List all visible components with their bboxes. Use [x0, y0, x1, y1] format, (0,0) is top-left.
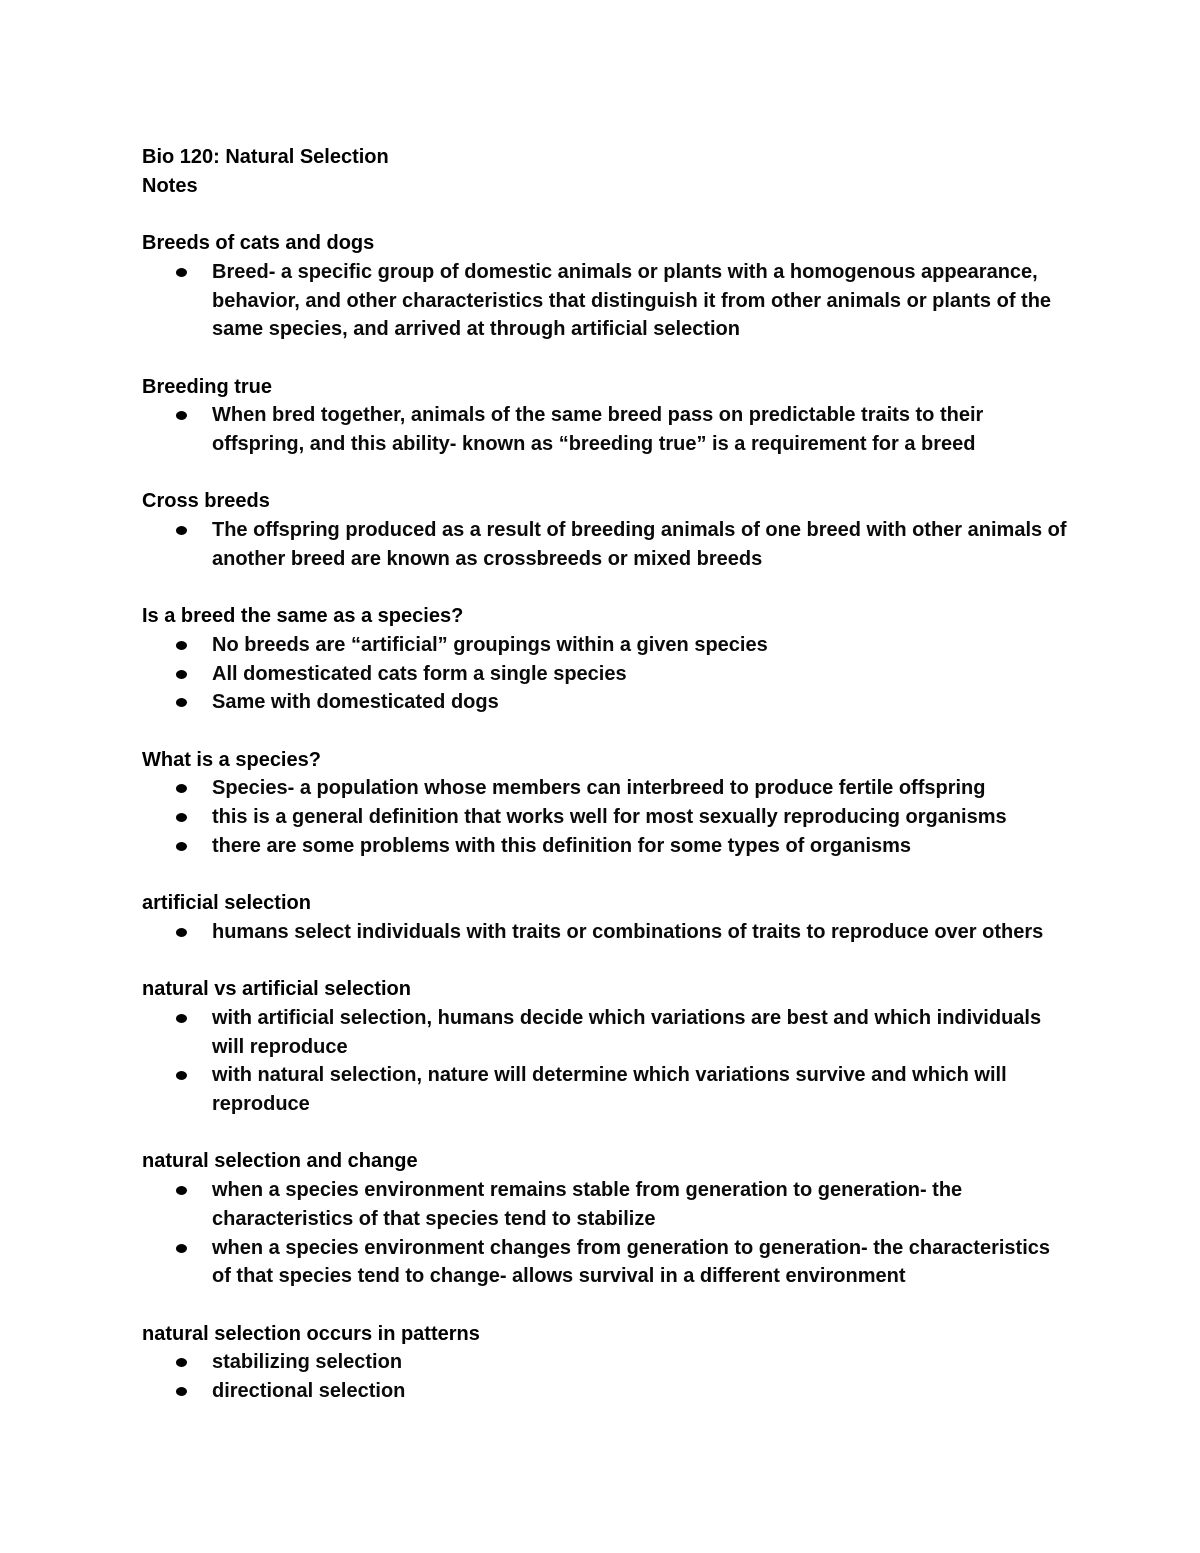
bullet-list: [142, 258, 1072, 344]
bullet-icon: [176, 670, 187, 679]
bullet-icon: [176, 641, 187, 650]
bullet-text: All domesticated cats form a single species: [212, 662, 627, 685]
bullet-text: there are some problems with this definition for some types of organisms: [212, 834, 912, 857]
notes-section: [142, 889, 1072, 946]
bullet-text: humans select individuals with traits or combinations of traits to reproduce over others: [212, 920, 1044, 943]
bullet-text: Breed- a specific group of domestic animals or plants with a homogenous appearance, behavior, and other characteristics that distinguish it from other animals or plants of the same species, and arrived at through artificial selection: [212, 260, 1052, 341]
notes-section: [142, 229, 1072, 344]
bullet-item: [142, 1377, 1072, 1406]
document-title: Bio 120: Natural Selection: [142, 146, 389, 168]
bullet-icon: [176, 784, 187, 793]
bullet-item: [142, 1176, 1072, 1233]
bullet-item: [142, 688, 1072, 717]
bullet-list: [142, 918, 1072, 947]
bullet-text: The offspring produced as a result of breeding animals of one breed with other animals of another breed are known as crossbreeds or mixed breeds: [212, 519, 1067, 570]
section-heading: natural selection occurs in patterns: [142, 1322, 480, 1345]
bullet-item: [142, 660, 1072, 689]
bullet-icon: [176, 1014, 187, 1023]
bullet-text: this is a general definition that works well for most sexually reproducing organisms: [212, 806, 1007, 829]
document-subtitle: Notes: [142, 174, 198, 197]
section-heading: What is a species?: [142, 748, 321, 771]
defined-term: Species-: [212, 777, 295, 800]
bullet-list: [142, 631, 1072, 717]
bullet-icon: [176, 813, 187, 822]
bullet-list: [142, 1004, 1072, 1119]
bullet-item: [142, 1061, 1072, 1118]
bullet-item: [142, 1348, 1072, 1377]
bullet-text: Same with domesticated dogs: [212, 691, 499, 714]
section-heading: Breeds of cats and dogs: [142, 232, 375, 255]
bullet-text: stabilizing selection: [212, 1351, 403, 1374]
bullet-item: [142, 803, 1072, 832]
bullet-icon: [176, 1071, 187, 1080]
bullet-item: [142, 631, 1072, 660]
bullet-text: when a species environment remains stable from generation to generation- the characteristics of that species tend to stabilize: [212, 1179, 963, 1230]
bullet-icon: [176, 1358, 187, 1367]
bullet-icon: [176, 526, 187, 535]
bullet-text: directional selection: [212, 1380, 406, 1403]
bullet-text: with natural selection, nature will determine which variations survive and which will reproduce: [212, 1064, 1007, 1116]
section-heading: Is a breed the same as a species?: [142, 605, 464, 628]
bullet-icon: [176, 842, 187, 851]
bullet-text: when a species environment changes from generation to generation- the characteristics of that species tend to change- allows survival in a different environment: [212, 1236, 1051, 1288]
bullet-icon: [176, 1387, 187, 1396]
bullet-icon: [176, 698, 187, 707]
bullet-list: [142, 401, 1072, 458]
bullet-item: [142, 918, 1072, 947]
bullet-list: [142, 1176, 1072, 1291]
bullet-item: [142, 516, 1072, 573]
notes-section: [142, 975, 1072, 1119]
bullet-icon: [176, 928, 187, 937]
notes-section: [142, 602, 1072, 717]
bullet-item: [142, 1234, 1072, 1291]
bullet-icon: [176, 411, 187, 420]
bullet-text: No breeds are “artificial” groupings within a given species: [212, 633, 768, 656]
bullet-item: [142, 401, 1072, 458]
section-heading: natural vs artificial selection: [142, 978, 411, 1001]
bullet-icon: [176, 268, 187, 277]
section-heading: Breeding true: [142, 375, 273, 398]
notes-section: [142, 373, 1072, 459]
bullet-item: [142, 1004, 1072, 1061]
section-heading: artificial selection: [142, 892, 311, 915]
bullet-list: [142, 516, 1072, 573]
bullet-item: [142, 832, 1072, 861]
document-content: [142, 143, 1072, 1434]
bullet-icon: [176, 1186, 187, 1195]
bullet-text: a population whose members can interbreed to produce fertile offspring: [294, 777, 986, 800]
notes-section: [142, 746, 1072, 861]
bullet-list: [142, 1348, 1072, 1405]
bullet-list: [142, 774, 1072, 860]
bullet-text: with artificial selection, humans decide which variations are best and which individuals will reproduce: [212, 1006, 1042, 1058]
section-heading: natural selection and change: [142, 1150, 418, 1173]
bullet-icon: [176, 1244, 187, 1253]
notes-sections: [142, 229, 1072, 1406]
notes-section: [142, 1147, 1072, 1291]
notes-section: [142, 1320, 1072, 1406]
notes-section: [142, 487, 1072, 573]
bullet-item: [142, 774, 1072, 803]
bullet-text: When bred together, animals of the same breed pass on predictable traits to their offspring, and this ability- known as “breeding true” is a requirement for a breed: [212, 404, 984, 455]
section-heading: Cross breeds: [142, 490, 270, 513]
bullet-item: [142, 258, 1072, 344]
